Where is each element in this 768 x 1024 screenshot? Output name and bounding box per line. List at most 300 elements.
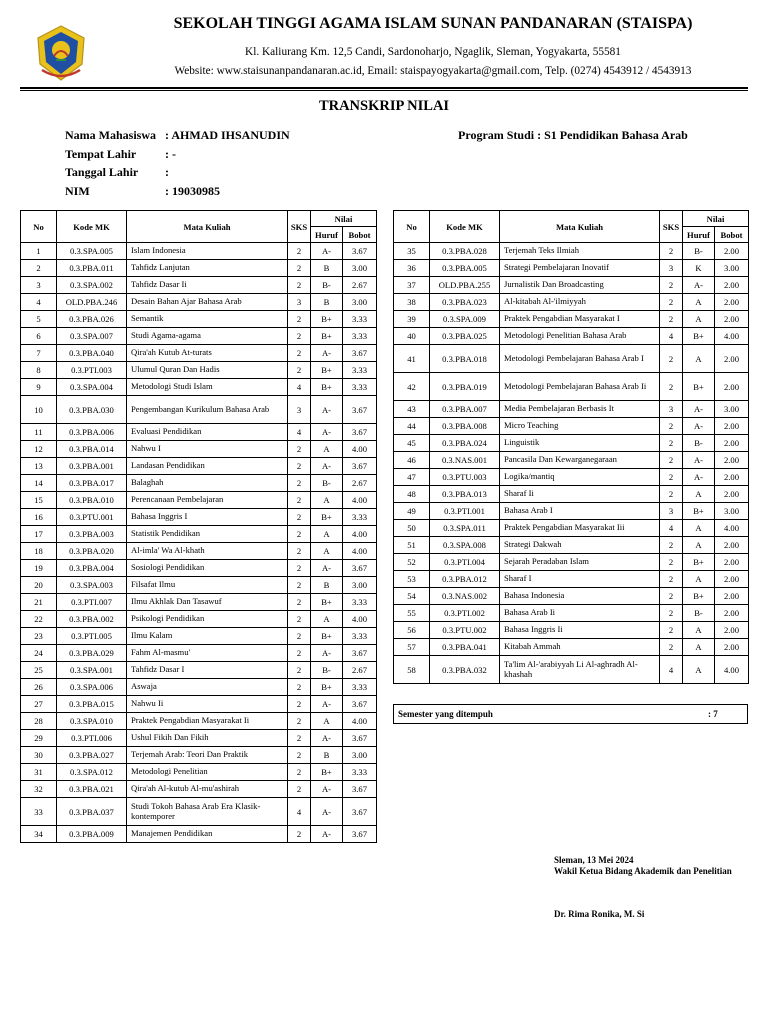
cell-no: 26 (21, 679, 57, 696)
cell-sks: 4 (288, 379, 311, 396)
cell-huruf: B+ (311, 679, 343, 696)
field-value: : (165, 165, 169, 179)
cell-kode: 0.3.PBA.009 (57, 826, 127, 843)
col-huruf: Huruf (311, 227, 343, 243)
cell-huruf: A (311, 611, 343, 628)
cell-mata-kuliah: Balaghah (127, 475, 288, 492)
cell-huruf: B (311, 260, 343, 277)
cell-sks: 2 (288, 243, 311, 260)
cell-mata-kuliah: Logika/mantiq (500, 469, 660, 486)
cell-kode: 0.3.SPA.003 (57, 577, 127, 594)
table-row (394, 311, 749, 328)
cell-no: 36 (394, 260, 430, 277)
cell-bobot: 2.00 (715, 469, 749, 486)
cell-huruf: B+ (311, 379, 343, 396)
study-program: Program Studi : S1 Pendidikan Bahasa Arab (458, 128, 688, 142)
cell-huruf: B- (311, 475, 343, 492)
col-no: No (21, 211, 57, 243)
header-divider (20, 87, 748, 89)
table-row (21, 577, 377, 594)
cell-sks: 2 (660, 277, 683, 294)
cell-no: 17 (21, 526, 57, 543)
table-row (394, 605, 749, 622)
cell-no: 20 (21, 577, 57, 594)
cell-no: 48 (394, 486, 430, 503)
cell-kode: 0.3.PBA.007 (430, 401, 500, 418)
cell-huruf: B- (311, 662, 343, 679)
cell-no: 7 (21, 345, 57, 362)
cell-kode: 0.3.PBA.041 (430, 639, 500, 656)
table-row (21, 696, 377, 713)
cell-bobot: 3.33 (343, 679, 377, 696)
cell-kode: 0.3.NAS.001 (430, 452, 500, 469)
cell-bobot: 3.67 (343, 730, 377, 747)
cell-huruf: A (311, 492, 343, 509)
cell-kode: 0.3.PBA.032 (430, 656, 500, 684)
cell-mata-kuliah: Ulumul Quran Dan Hadis (127, 362, 288, 379)
cell-sks: 2 (660, 373, 683, 401)
cell-sks: 2 (288, 611, 311, 628)
table-row (394, 588, 749, 605)
cell-mata-kuliah: Strategi Dakwah (500, 537, 660, 554)
cell-mata-kuliah: Ilmu Kalam (127, 628, 288, 645)
cell-bobot: 3.33 (343, 328, 377, 345)
cell-no: 12 (21, 441, 57, 458)
cell-mata-kuliah: Linguistik (500, 435, 660, 452)
cell-kode: 0.3.SPA.006 (57, 679, 127, 696)
cell-mata-kuliah: Psikologi Pendidikan (127, 611, 288, 628)
table-row (394, 452, 749, 469)
student-info (65, 126, 290, 200)
cell-kode: 0.3.SPA.005 (57, 243, 127, 260)
cell-huruf: A- (683, 277, 715, 294)
cell-mata-kuliah: Studi Tokoh Bahasa Arab Era Klasik-kontemporer (127, 798, 288, 826)
table-row (21, 424, 377, 441)
cell-huruf: A- (683, 401, 715, 418)
table-row (394, 418, 749, 435)
cell-no: 41 (394, 345, 430, 373)
cell-kode: 0.3.PTI.001 (430, 503, 500, 520)
cell-bobot: 4.00 (715, 328, 749, 345)
cell-mata-kuliah: Strategi Pembelajaran Inovatif (500, 260, 660, 277)
cell-huruf: A- (311, 560, 343, 577)
cell-sks: 2 (660, 571, 683, 588)
table-row (394, 639, 749, 656)
cell-mata-kuliah: Semantik (127, 311, 288, 328)
col-huruf: Huruf (683, 227, 715, 243)
cell-no: 21 (21, 594, 57, 611)
cell-sks: 2 (660, 486, 683, 503)
col-sks: SKS (288, 211, 311, 243)
cell-kode: 0.3.PBA.025 (430, 328, 500, 345)
cell-no: 19 (21, 560, 57, 577)
cell-huruf: A (683, 656, 715, 684)
cell-mata-kuliah: Studi Agama-agama (127, 328, 288, 345)
cell-sks: 2 (288, 345, 311, 362)
cell-mata-kuliah: Bahasa Arab I (500, 503, 660, 520)
cell-huruf: A (311, 713, 343, 730)
cell-bobot: 3.67 (343, 424, 377, 441)
cell-mata-kuliah: Al-kitabah Al-'ilmiyyah (500, 294, 660, 311)
table-row (21, 679, 377, 696)
cell-kode: 0.3.PTU.003 (430, 469, 500, 486)
cell-huruf: B+ (683, 588, 715, 605)
cell-huruf: A- (683, 469, 715, 486)
cell-no: 8 (21, 362, 57, 379)
cell-huruf: B (311, 577, 343, 594)
cell-bobot: 3.00 (343, 294, 377, 311)
cell-kode: 0.3.PBA.030 (57, 396, 127, 424)
cell-huruf: A- (311, 345, 343, 362)
cell-no: 25 (21, 662, 57, 679)
table-row (21, 628, 377, 645)
col-bobot: Bobot (715, 227, 749, 243)
cell-kode: 0.3.PBA.040 (57, 345, 127, 362)
cell-mata-kuliah: Nahwu Ii (127, 696, 288, 713)
cell-sks: 2 (660, 622, 683, 639)
cell-huruf: A- (311, 798, 343, 826)
cell-kode: 0.3.PBA.012 (430, 571, 500, 588)
institution-address: Kl. Kaliurang Km. 12,5 Candi, Sardonoharjo, Ngaglik, Sleman, Yogyakarta, 55581 (245, 46, 621, 58)
cell-kode: 0.3.SPA.007 (57, 328, 127, 345)
cell-sks: 2 (660, 311, 683, 328)
cell-bobot: 2.00 (715, 345, 749, 373)
cell-bobot: 2.67 (343, 662, 377, 679)
cell-huruf: B (311, 747, 343, 764)
cell-kode: 0.3.PTU.002 (430, 622, 500, 639)
cell-mata-kuliah: Islam Indonesia (127, 243, 288, 260)
cell-bobot: 3.67 (343, 645, 377, 662)
cell-kode: 0.3.PBA.004 (57, 560, 127, 577)
cell-mata-kuliah: Sosiologi Pendidikan (127, 560, 288, 577)
cell-no: 54 (394, 588, 430, 605)
cell-sks: 2 (288, 628, 311, 645)
table-row (21, 543, 377, 560)
col-kode: Kode MK (57, 211, 127, 243)
cell-huruf: A (683, 537, 715, 554)
institution-logo (32, 24, 90, 84)
cell-huruf: B (311, 294, 343, 311)
cell-mata-kuliah: Praktek Pengabdian Masyarakat I (500, 311, 660, 328)
col-mata-kuliah: Mata Kuliah (127, 211, 288, 243)
field-label: Tanggal Lahir (65, 165, 139, 179)
cell-huruf: A- (311, 696, 343, 713)
cell-mata-kuliah: Perencanaan Pembelajaran (127, 492, 288, 509)
student-name-row (65, 126, 290, 145)
cell-kode: 0.3.PBA.018 (430, 345, 500, 373)
institution-name: SEKOLAH TINGGI AGAMA ISLAM SUNAN PANDANARAN (STAISPA) (173, 15, 693, 32)
cell-mata-kuliah: Micro Teaching (500, 418, 660, 435)
cell-bobot: 2.00 (715, 537, 749, 554)
cell-sks: 2 (288, 781, 311, 798)
col-nilai: Nilai (683, 211, 749, 227)
cell-no: 31 (21, 764, 57, 781)
cell-sks: 4 (288, 424, 311, 441)
cell-bobot: 3.67 (343, 243, 377, 260)
cell-huruf: B+ (311, 311, 343, 328)
table-row (21, 764, 377, 781)
cell-no: 29 (21, 730, 57, 747)
cell-huruf: A- (311, 645, 343, 662)
table-row (21, 594, 377, 611)
cell-mata-kuliah: Terjemah Teks Ilmiah (500, 243, 660, 260)
cell-mata-kuliah: Tahfidz Dasar I (127, 662, 288, 679)
cell-sks: 3 (660, 503, 683, 520)
semester-value: : 7 (708, 709, 718, 719)
cell-sks: 2 (288, 713, 311, 730)
cell-mata-kuliah: Pengembangan Kurikulum Bahasa Arab (127, 396, 288, 424)
cell-sks: 2 (288, 594, 311, 611)
cell-bobot: 2.00 (715, 435, 749, 452)
cell-mata-kuliah: Metodologi Studi Islam (127, 379, 288, 396)
cell-bobot: 3.67 (343, 826, 377, 843)
cell-sks: 2 (660, 243, 683, 260)
cell-bobot: 3.33 (343, 764, 377, 781)
cell-huruf: B+ (683, 554, 715, 571)
cell-bobot: 2.00 (715, 294, 749, 311)
cell-kode: 0.3.PBA.017 (57, 475, 127, 492)
cell-sks: 2 (660, 605, 683, 622)
cell-bobot: 3.33 (343, 379, 377, 396)
cell-kode: 0.3.SPA.010 (57, 713, 127, 730)
cell-huruf: A (683, 345, 715, 373)
cell-mata-kuliah: Bahasa Arab Ii (500, 605, 660, 622)
cell-bobot: 2.00 (715, 418, 749, 435)
table-row (394, 260, 749, 277)
cell-bobot: 2.00 (715, 639, 749, 656)
cell-bobot: 3.67 (343, 781, 377, 798)
document-title: TRANSKRIP NILAI (318, 98, 450, 114)
cell-no: 1 (21, 243, 57, 260)
cell-no: 58 (394, 656, 430, 684)
cell-bobot: 4.00 (343, 713, 377, 730)
cell-no: 49 (394, 503, 430, 520)
cell-kode: 0.3.PTI.003 (57, 362, 127, 379)
cell-kode: 0.3.PBA.011 (57, 260, 127, 277)
cell-no: 22 (21, 611, 57, 628)
cell-bobot: 3.67 (343, 798, 377, 826)
cell-sks: 2 (288, 458, 311, 475)
cell-bobot: 3.33 (343, 594, 377, 611)
cell-huruf: A (311, 543, 343, 560)
table-row (394, 243, 749, 260)
cell-huruf: A (683, 639, 715, 656)
table-row (394, 373, 749, 401)
cell-mata-kuliah: Evaluasi Pendidikan (127, 424, 288, 441)
cell-no: 33 (21, 798, 57, 826)
birthplace-row (65, 145, 290, 164)
cell-sks: 2 (288, 679, 311, 696)
cell-no: 15 (21, 492, 57, 509)
table-row (394, 554, 749, 571)
cell-mata-kuliah: Bahasa Inggris I (127, 509, 288, 526)
cell-huruf: B+ (311, 594, 343, 611)
cell-sks: 2 (660, 345, 683, 373)
cell-kode: 0.3.PBA.005 (430, 260, 500, 277)
table-row (21, 798, 377, 826)
cell-kode: 0.3.SPA.011 (430, 520, 500, 537)
cell-no: 3 (21, 277, 57, 294)
field-value: : 19030985 (165, 183, 220, 198)
table-row (21, 260, 377, 277)
table-row (21, 560, 377, 577)
cell-no: 39 (394, 311, 430, 328)
cell-bobot: 3.33 (343, 509, 377, 526)
cell-kode: 0.3.PTI.005 (57, 628, 127, 645)
col-sks: SKS (660, 211, 683, 243)
col-no: No (394, 211, 430, 243)
cell-huruf: A (683, 486, 715, 503)
cell-sks: 2 (288, 328, 311, 345)
cell-mata-kuliah: Ushul Fikih Dan Fikih (127, 730, 288, 747)
cell-mata-kuliah: Metodologi Pembelajaran Bahasa Arab Ii (500, 373, 660, 401)
cell-sks: 2 (288, 526, 311, 543)
field-label: Nama Mahasiswa (65, 128, 157, 142)
cell-no: 44 (394, 418, 430, 435)
cell-bobot: 3.00 (715, 260, 749, 277)
cell-no: 53 (394, 571, 430, 588)
table-row (21, 747, 377, 764)
cell-bobot: 3.33 (343, 311, 377, 328)
cell-huruf: A (683, 311, 715, 328)
cell-sks: 2 (660, 294, 683, 311)
cell-bobot: 2.00 (715, 311, 749, 328)
cell-kode: 0.3.SPA.012 (57, 764, 127, 781)
cell-huruf: B- (683, 243, 715, 260)
cell-huruf: A- (311, 781, 343, 798)
cell-sks: 4 (660, 328, 683, 345)
cell-mata-kuliah: Aswaja (127, 679, 288, 696)
table-row (21, 526, 377, 543)
table-row (21, 396, 377, 424)
cell-mata-kuliah: Kitabah Ammah (500, 639, 660, 656)
table-row (21, 294, 377, 311)
cell-bobot: 4.00 (343, 611, 377, 628)
cell-mata-kuliah: Tahfidz Lanjutan (127, 260, 288, 277)
cell-bobot: 2.00 (715, 243, 749, 260)
cell-bobot: 3.67 (343, 396, 377, 424)
cell-huruf: A- (683, 452, 715, 469)
birthdate-row (65, 163, 290, 182)
cell-bobot: 2.00 (715, 605, 749, 622)
cell-mata-kuliah: Fahm Al-masmu' (127, 645, 288, 662)
cell-mata-kuliah: Ilmu Akhlak Dan Tasawuf (127, 594, 288, 611)
cell-kode: 0.3.NAS.002 (430, 588, 500, 605)
cell-kode: 0.3.PBA.024 (430, 435, 500, 452)
table-row (394, 503, 749, 520)
cell-mata-kuliah: Nahwu I (127, 441, 288, 458)
cell-sks: 2 (660, 639, 683, 656)
cell-no: 56 (394, 622, 430, 639)
table-row (394, 294, 749, 311)
cell-mata-kuliah: Tahfidz Dasar Ii (127, 277, 288, 294)
table-row (394, 345, 749, 373)
field-label: Tempat Lahir (65, 146, 137, 161)
table-row (21, 379, 377, 396)
cell-kode: 0.3.PBA.003 (57, 526, 127, 543)
cell-no: 46 (394, 452, 430, 469)
cell-kode: 0.3.PBA.027 (57, 747, 127, 764)
cell-mata-kuliah: Statistik Pendidikan (127, 526, 288, 543)
cell-sks: 2 (288, 475, 311, 492)
cell-no: 50 (394, 520, 430, 537)
cell-sks: 2 (288, 277, 311, 294)
cell-huruf: B- (683, 435, 715, 452)
table-row (394, 571, 749, 588)
cell-mata-kuliah: Qira'ah Kutub At-turats (127, 345, 288, 362)
cell-no: 32 (21, 781, 57, 798)
cell-bobot: 3.33 (343, 628, 377, 645)
cell-sks: 2 (660, 418, 683, 435)
semester-label: Semester yang ditempuh (398, 709, 493, 719)
table-row (21, 509, 377, 526)
signature-place-date: Sleman, 13 Mei 2024 (554, 855, 634, 865)
cell-mata-kuliah: Praktek Pengabdian Masyarakat Iii (500, 520, 660, 537)
cell-kode: 0.3.SPA.002 (57, 277, 127, 294)
cell-huruf: B+ (311, 764, 343, 781)
cell-bobot: 3.00 (715, 503, 749, 520)
cell-no: 55 (394, 605, 430, 622)
cell-no: 18 (21, 543, 57, 560)
institution-contact: Website: www.staisunanpandanaran.ac.id, Email: staispayogyakarta@gmail.com, Telp. (0274) 4543912 / 4543913 (174, 65, 692, 77)
cell-mata-kuliah: Filsafat Ilmu (127, 577, 288, 594)
cell-bobot: 2.00 (715, 571, 749, 588)
table-row (21, 645, 377, 662)
cell-kode: 0.3.PBA.008 (430, 418, 500, 435)
cell-sks: 3 (660, 260, 683, 277)
cell-mata-kuliah: Metodologi Penelitian (127, 764, 288, 781)
cell-no: 27 (21, 696, 57, 713)
grades-table-right (393, 210, 749, 684)
cell-bobot: 3.00 (343, 260, 377, 277)
cell-mata-kuliah: Terjemah Arab: Teori Dan Praktik (127, 747, 288, 764)
cell-sks: 2 (288, 764, 311, 781)
cell-bobot: 2.00 (715, 373, 749, 401)
cell-bobot: 4.00 (343, 526, 377, 543)
cell-sks: 2 (660, 469, 683, 486)
cell-kode: 0.3.PTI.004 (430, 554, 500, 571)
table-row (21, 362, 377, 379)
signature-name: Dr. Rima Ronika, M. Si (554, 909, 645, 919)
table-row (394, 469, 749, 486)
cell-no: 43 (394, 401, 430, 418)
cell-bobot: 4.00 (343, 492, 377, 509)
cell-mata-kuliah: Bahasa Indonesia (500, 588, 660, 605)
cell-huruf: B+ (311, 362, 343, 379)
cell-kode: 0.3.PBA.023 (430, 294, 500, 311)
table-row (394, 486, 749, 503)
cell-mata-kuliah: Pancasila Dan Kewarganegaraan (500, 452, 660, 469)
cell-no: 51 (394, 537, 430, 554)
table-row (21, 826, 377, 843)
table-row (394, 435, 749, 452)
cell-kode: 0.3.PTU.001 (57, 509, 127, 526)
semester-box (393, 704, 748, 724)
table-row (394, 277, 749, 294)
cell-bobot: 2.67 (343, 277, 377, 294)
cell-no: 57 (394, 639, 430, 656)
cell-huruf: A- (311, 424, 343, 441)
signature-position: Wakil Ketua Bidang Akademik dan Penelitian (554, 866, 732, 876)
cell-mata-kuliah: Landasan Pendidikan (127, 458, 288, 475)
cell-sks: 2 (288, 260, 311, 277)
cell-mata-kuliah: Manajemen Pendidikan (127, 826, 288, 843)
table-row (21, 243, 377, 260)
cell-kode: 0.3.PBA.013 (430, 486, 500, 503)
col-nilai: Nilai (311, 211, 377, 227)
cell-bobot: 3.67 (343, 458, 377, 475)
cell-no: 45 (394, 435, 430, 452)
